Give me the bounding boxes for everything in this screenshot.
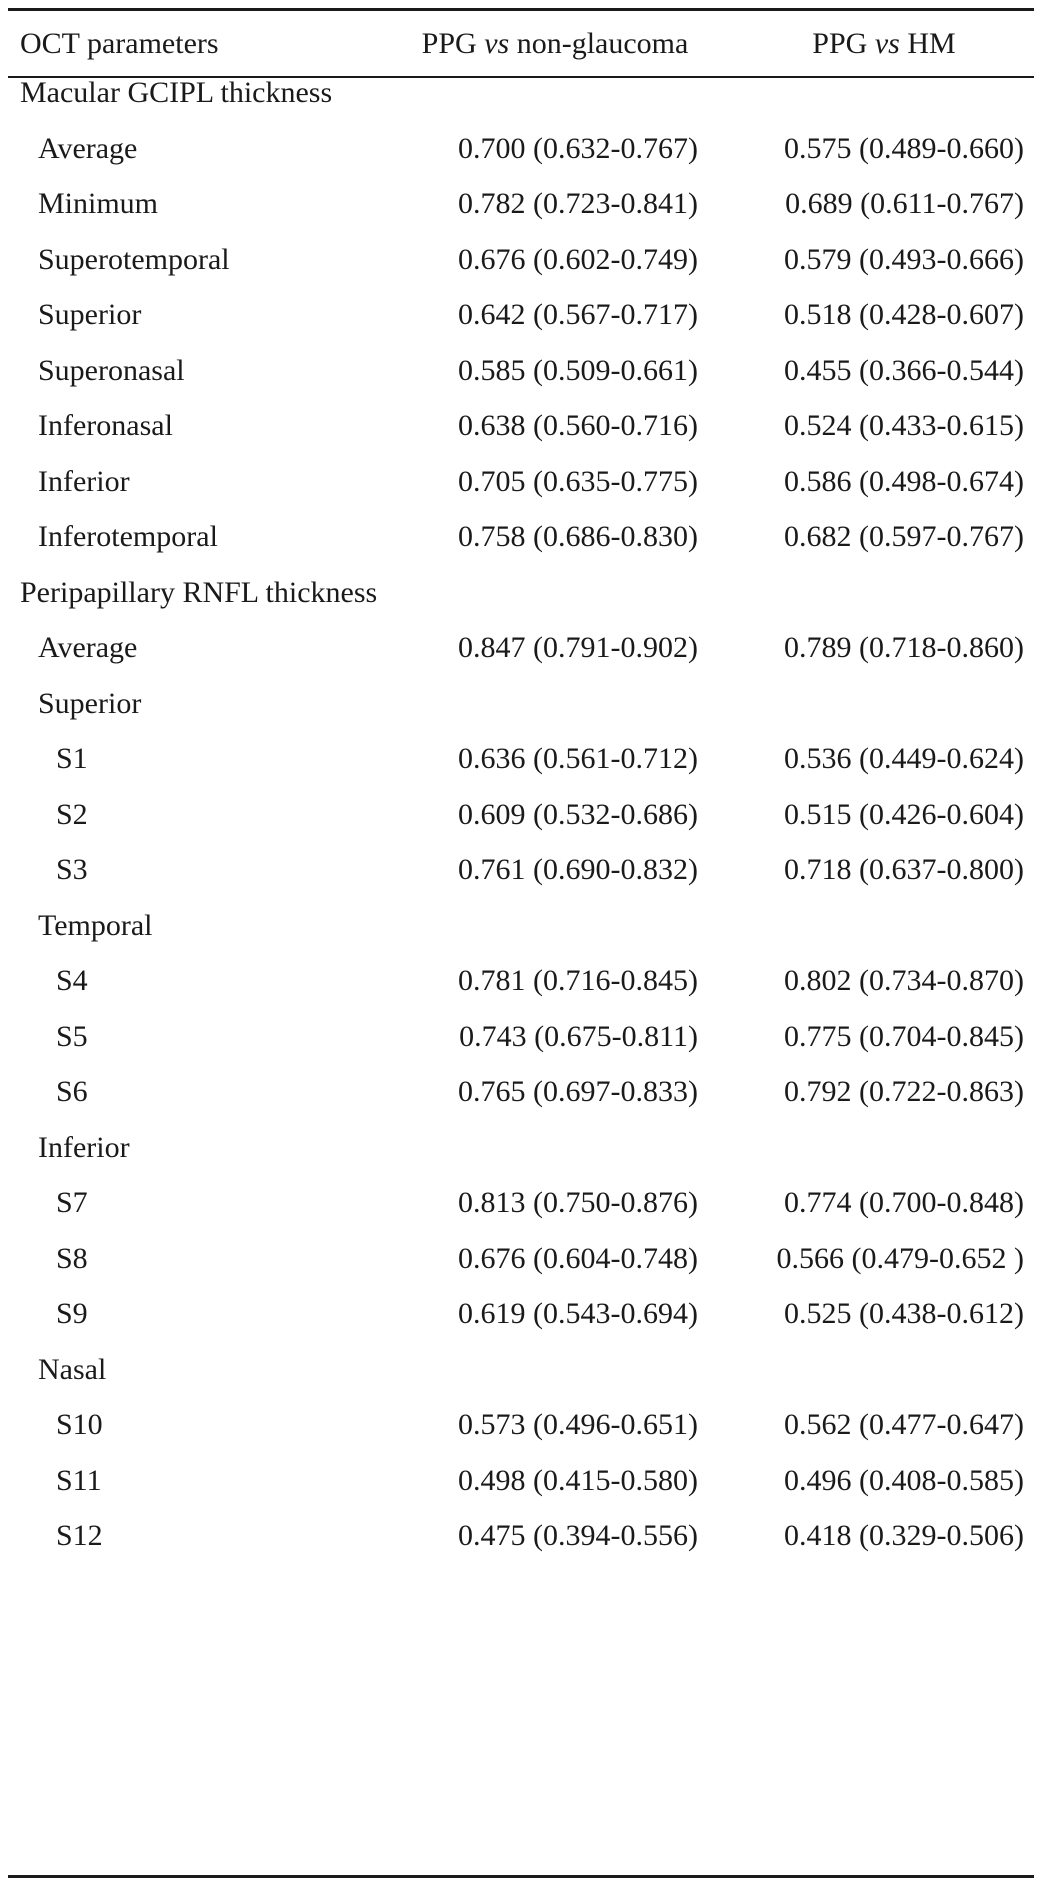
row-label: S12 xyxy=(56,1519,103,1552)
value-ppg-vs-non-glaucoma: 0.585 (0.509-0.661) xyxy=(458,353,698,387)
row-label: S10 xyxy=(56,1408,103,1441)
row-label: Peripapillary RNFL thickness xyxy=(20,575,378,609)
header-text: PPG xyxy=(812,27,875,60)
row-label: S2 xyxy=(56,797,88,831)
row-label: Inferotemporal xyxy=(38,520,218,553)
header-oct-parameters: OCT parameters xyxy=(20,27,219,60)
value-ppg-vs-hm: 0.802 (0.734-0.870) xyxy=(784,964,1024,997)
value-ppg-vs-non-glaucoma: 0.642 (0.567-0.717) xyxy=(458,298,698,331)
row-label: Superonasal xyxy=(38,353,185,387)
value-ppg-vs-hm: 0.496 (0.408-0.585) xyxy=(784,1463,1024,1497)
value-ppg-vs-hm: 0.586 (0.498-0.674) xyxy=(784,464,1024,498)
value-ppg-vs-hm: 0.566 (0.479-0.652 ) xyxy=(776,1241,1024,1275)
row-label: Inferonasal xyxy=(38,409,173,442)
value-ppg-vs-hm: 0.792 (0.722-0.863) xyxy=(784,1075,1024,1108)
value-ppg-vs-non-glaucoma: 0.705 (0.635-0.775) xyxy=(458,464,698,498)
row-label: S11 xyxy=(56,1463,102,1497)
value-ppg-vs-hm: 0.718 (0.637-0.800) xyxy=(784,853,1024,886)
value-ppg-vs-non-glaucoma: 0.636 (0.561-0.712) xyxy=(458,742,698,775)
row-label: S6 xyxy=(56,1075,88,1108)
value-ppg-vs-non-glaucoma: 0.498 (0.415-0.580) xyxy=(458,1463,698,1497)
header-text: PPG xyxy=(421,27,485,60)
value-ppg-vs-hm: 0.518 (0.428-0.607) xyxy=(784,298,1024,331)
value-ppg-vs-non-glaucoma: 0.700 (0.632-0.767) xyxy=(458,131,698,165)
value-ppg-vs-non-glaucoma: 0.638 (0.560-0.716) xyxy=(458,409,698,442)
value-ppg-vs-hm: 0.579 (0.493-0.666) xyxy=(784,242,1024,276)
row-label: Superotemporal xyxy=(38,242,230,276)
value-ppg-vs-non-glaucoma: 0.676 (0.602-0.749) xyxy=(458,242,698,276)
row-label: S9 xyxy=(56,1297,88,1330)
value-ppg-vs-non-glaucoma: 0.847 (0.791-0.902) xyxy=(458,631,698,664)
value-ppg-vs-non-glaucoma: 0.609 (0.532-0.686) xyxy=(458,797,698,831)
value-ppg-vs-non-glaucoma: 0.813 (0.750-0.876) xyxy=(458,1186,698,1219)
header-text: non-glaucoma xyxy=(509,27,689,60)
row-label: S5 xyxy=(56,1019,88,1053)
value-ppg-vs-hm: 0.562 (0.477-0.647) xyxy=(784,1408,1024,1441)
value-ppg-vs-non-glaucoma: 0.573 (0.496-0.651) xyxy=(458,1408,698,1441)
value-ppg-vs-non-glaucoma: 0.475 (0.394-0.556) xyxy=(458,1519,698,1552)
header-vs: vs xyxy=(484,27,510,60)
row-label: S1 xyxy=(56,742,88,775)
row-label: S8 xyxy=(56,1241,88,1275)
value-ppg-vs-hm: 0.515 (0.426-0.604) xyxy=(784,797,1024,831)
row-label: Temporal xyxy=(38,908,153,942)
header-text: HM xyxy=(899,27,956,60)
value-ppg-vs-hm: 0.575 (0.489-0.660) xyxy=(784,131,1024,165)
row-label: Minimum xyxy=(38,187,159,220)
value-ppg-vs-hm: 0.775 (0.704-0.845) xyxy=(784,1019,1024,1053)
header-vs: vs xyxy=(874,27,900,60)
value-ppg-vs-hm: 0.418 (0.329-0.506) xyxy=(784,1519,1024,1552)
row-label: Average xyxy=(38,131,138,165)
row-label: Nasal xyxy=(38,1352,107,1386)
row-label: S4 xyxy=(56,964,88,997)
value-ppg-vs-non-glaucoma: 0.782 (0.723-0.841) xyxy=(458,187,698,220)
value-ppg-vs-hm: 0.689 (0.611-0.767) xyxy=(785,187,1024,220)
row-label: S7 xyxy=(56,1186,88,1219)
value-ppg-vs-hm: 0.525 (0.438-0.612) xyxy=(784,1297,1024,1330)
row-label: Inferior xyxy=(38,464,130,498)
value-ppg-vs-non-glaucoma: 0.619 (0.543-0.694) xyxy=(458,1297,698,1330)
row-label: S3 xyxy=(56,853,88,886)
value-ppg-vs-hm: 0.524 (0.433-0.615) xyxy=(784,409,1024,442)
value-ppg-vs-non-glaucoma: 0.676 (0.604-0.748) xyxy=(458,1241,698,1275)
value-ppg-vs-hm: 0.536 (0.449-0.624) xyxy=(784,742,1024,775)
row-label: Average xyxy=(38,631,138,664)
row-label: Inferior xyxy=(38,1130,130,1164)
value-ppg-vs-non-glaucoma: 0.758 (0.686-0.830) xyxy=(458,520,698,553)
row-label: Superior xyxy=(38,686,142,720)
table-bottom-rule xyxy=(8,1875,1034,1878)
value-ppg-vs-non-glaucoma: 0.761 (0.690-0.832) xyxy=(458,853,698,886)
row-label: Macular GCIPL thickness xyxy=(20,76,333,109)
value-ppg-vs-hm: 0.774 (0.700-0.848) xyxy=(784,1186,1024,1219)
value-ppg-vs-hm: 0.455 (0.366-0.544) xyxy=(784,353,1024,387)
value-ppg-vs-non-glaucoma: 0.743 (0.675-0.811) xyxy=(459,1019,698,1053)
value-ppg-vs-non-glaucoma: 0.765 (0.697-0.833) xyxy=(458,1075,698,1108)
value-ppg-vs-non-glaucoma: 0.781 (0.716-0.845) xyxy=(458,964,698,997)
row-label: Superior xyxy=(38,298,142,331)
table-row xyxy=(0,1502,1042,1569)
value-ppg-vs-hm: 0.682 (0.597-0.767) xyxy=(784,520,1024,553)
value-ppg-vs-hm: 0.789 (0.718-0.860) xyxy=(784,631,1024,664)
